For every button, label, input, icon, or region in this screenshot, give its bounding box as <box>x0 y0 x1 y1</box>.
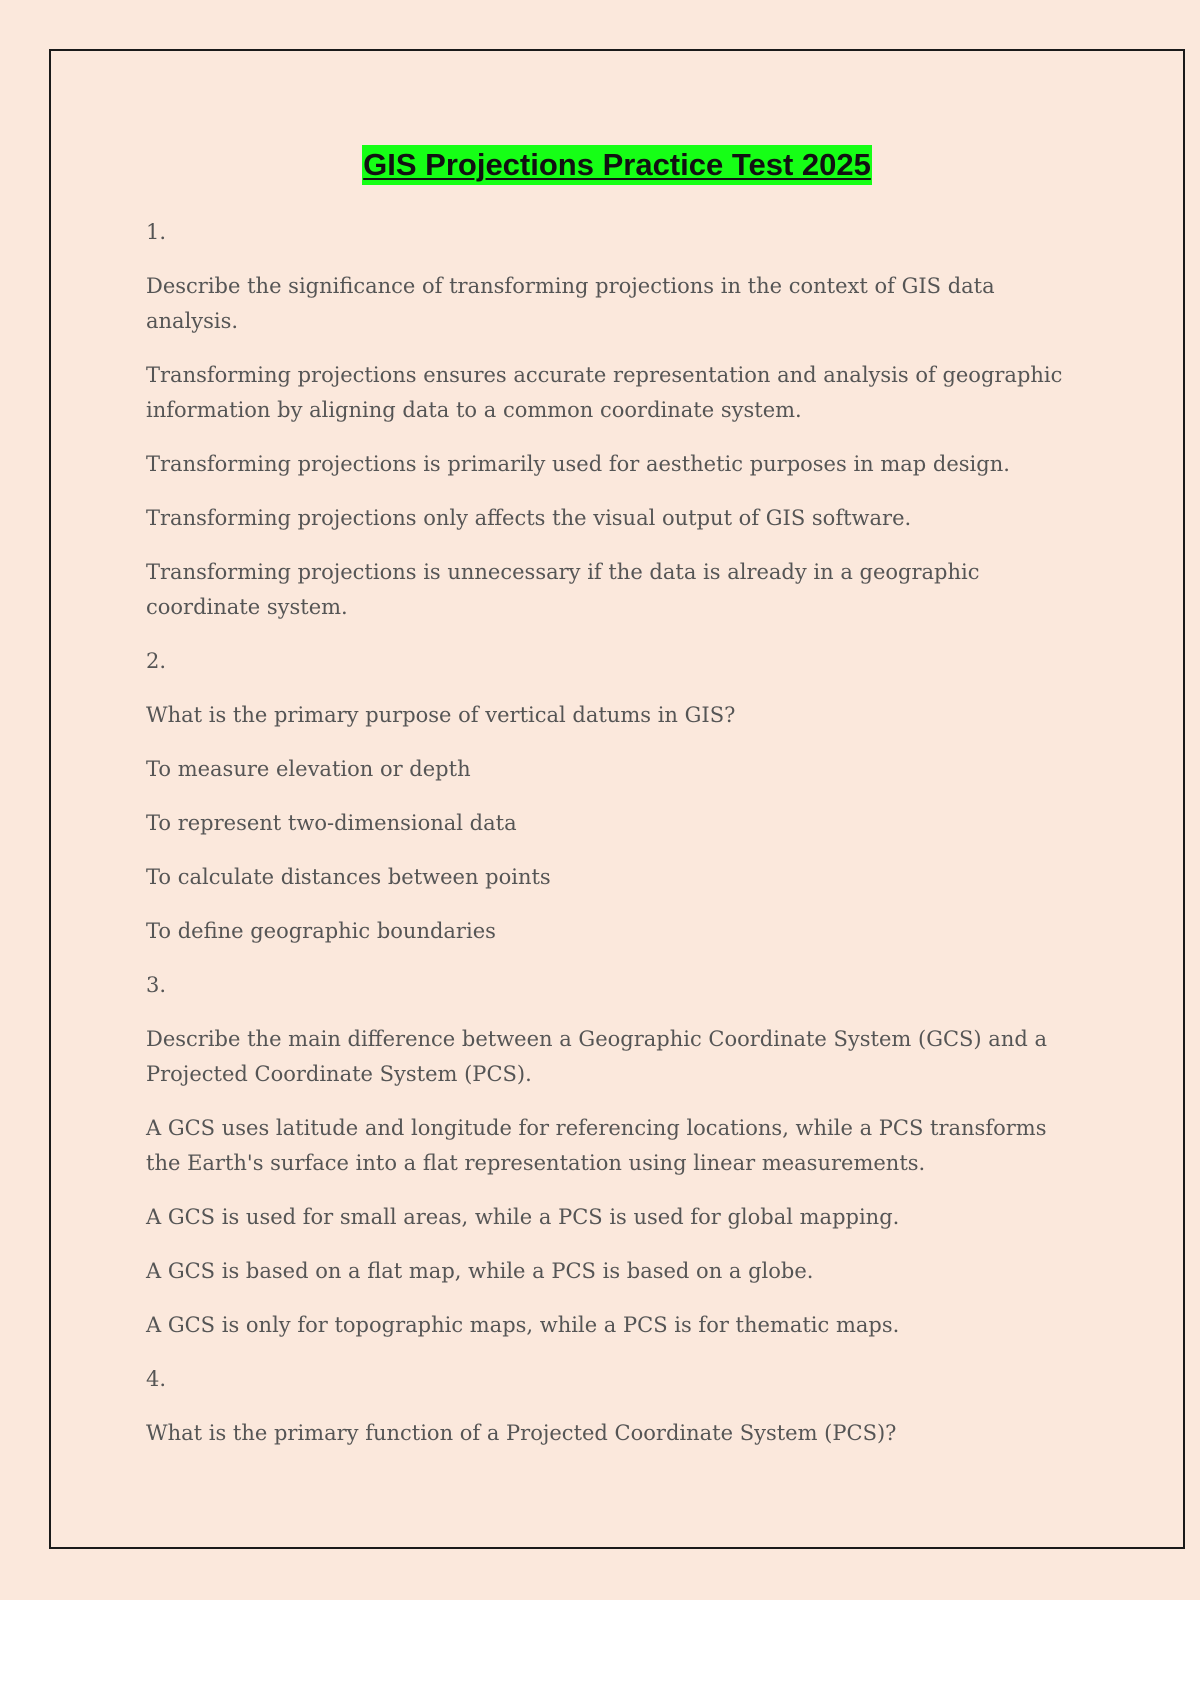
question-prompt: Describe the significance of transforming projections in the context of GIS data analysis. <box>146 274 995 333</box>
question-prompt: Describe the main difference between a Geographic Coordinate System (GCS) and a Projected Coordinate System (PCS). <box>146 1027 1047 1086</box>
answer-option: Transforming projections ensures accurate representation and analysis of geographic information by aligning data to a common coordinate system. <box>146 363 1063 422</box>
question-number: 4. <box>146 1367 167 1391</box>
answer-option: A GCS is based on a flat map, while a PCS is based on a globe. <box>146 1259 814 1283</box>
question-number: 3. <box>146 973 167 997</box>
question-list <box>146 215 1086 1470</box>
page-title: GIS Projections Practice Test 2025 <box>362 145 872 185</box>
answer-option: Transforming projections only affects the visual output of GIS software. <box>146 506 912 530</box>
answer-option: To measure elevation or depth <box>146 757 471 781</box>
answer-option: To define geographic boundaries <box>146 919 496 943</box>
question-number: 2. <box>146 649 167 673</box>
answer-option: To calculate distances between points <box>146 865 551 889</box>
answer-option: A GCS is used for small areas, while a PCS is used for global mapping. <box>146 1205 900 1229</box>
answer-option: Transforming projections is primarily used for aesthetic purposes in map design. <box>146 452 1010 476</box>
answer-option: Transforming projections is unnecessary if the data is already in a geographic coordinate system. <box>146 560 980 619</box>
answer-option: To represent two-dimensional data <box>146 811 517 835</box>
answer-option: A GCS is only for topographic maps, while a PCS is for thematic maps. <box>146 1313 900 1337</box>
question-prompt: What is the primary function of a Projected Coordinate System (PCS)? <box>146 1421 897 1445</box>
question-prompt: What is the primary purpose of vertical datums in GIS? <box>146 703 736 727</box>
question-number: 1. <box>146 220 167 244</box>
answer-option: A GCS uses latitude and longitude for referencing locations, while a PCS transforms the Earth's surface into a flat representation using linear measurements. <box>146 1116 1047 1175</box>
title-container <box>0 145 1200 185</box>
